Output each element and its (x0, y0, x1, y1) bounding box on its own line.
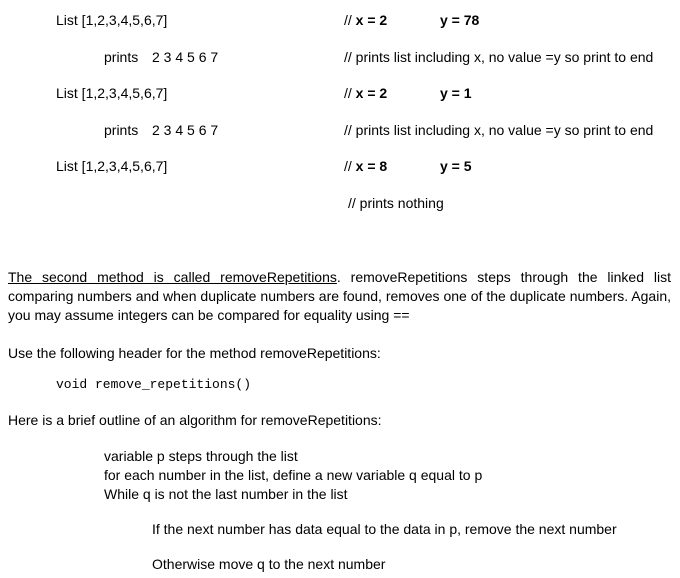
outline-step-3: While q is not the last number in the list (104, 486, 348, 502)
x-value: x = 8 (355, 158, 388, 174)
outline-substep-2: Otherwise move q to the next number (152, 556, 386, 572)
y-value: y = 78 (440, 12, 480, 28)
outline-step-1: variable p steps through the list (104, 448, 298, 464)
comment-prefix: // (344, 12, 356, 28)
outline-label: Here is a brief outline of an algorithm for removeRepetitions: (8, 412, 382, 428)
example-comment-2 (344, 85, 387, 102)
example-comment-3 (344, 158, 387, 175)
prints-comment: // prints list including x, no value =y so print to end (344, 49, 654, 65)
comment-prefix: // (344, 85, 356, 101)
prints-nothing-comment: // prints nothing (348, 195, 444, 211)
outline-step-2: for each number in the list, define a new variable q equal to p (104, 467, 483, 483)
comment-prefix: // (344, 158, 356, 174)
y-value: y = 5 (440, 158, 472, 174)
example-list-3: List [1,2,3,4,5,6,7] (56, 158, 168, 174)
prints-values: 2 3 4 5 6 7 (152, 49, 219, 65)
method-header-code: void remove_repetitions() (56, 377, 252, 392)
x-value: x = 2 (355, 85, 388, 101)
outline-substep-1: If the next number has data equal to the data in p, remove the next number (152, 521, 617, 537)
prints-label: prints (104, 49, 139, 65)
intro-rest: . removeRepetitions steps through the linked list comparing numbers and when duplicate numbers are found, removes one of the duplicate numbers. Again, you may assume integers can be compared for equality using == (8, 269, 672, 323)
prints-values: 2 3 4 5 6 7 (152, 122, 219, 138)
prints-label: prints (104, 122, 139, 138)
x-value: x = 2 (355, 12, 388, 28)
header-label: Use the following header for the method removeRepetitions: (8, 345, 381, 361)
example-list-2: List [1,2,3,4,5,6,7] (56, 85, 168, 101)
example-list-1: List [1,2,3,4,5,6,7] (56, 12, 168, 28)
intro-underlined: The second method is called removeRepetitions (8, 269, 337, 285)
intro-paragraph (8, 268, 671, 325)
y-value: y = 1 (440, 85, 472, 101)
example-comment-1 (344, 12, 387, 29)
prints-comment: // prints list including x, no value =y so print to end (344, 122, 654, 138)
